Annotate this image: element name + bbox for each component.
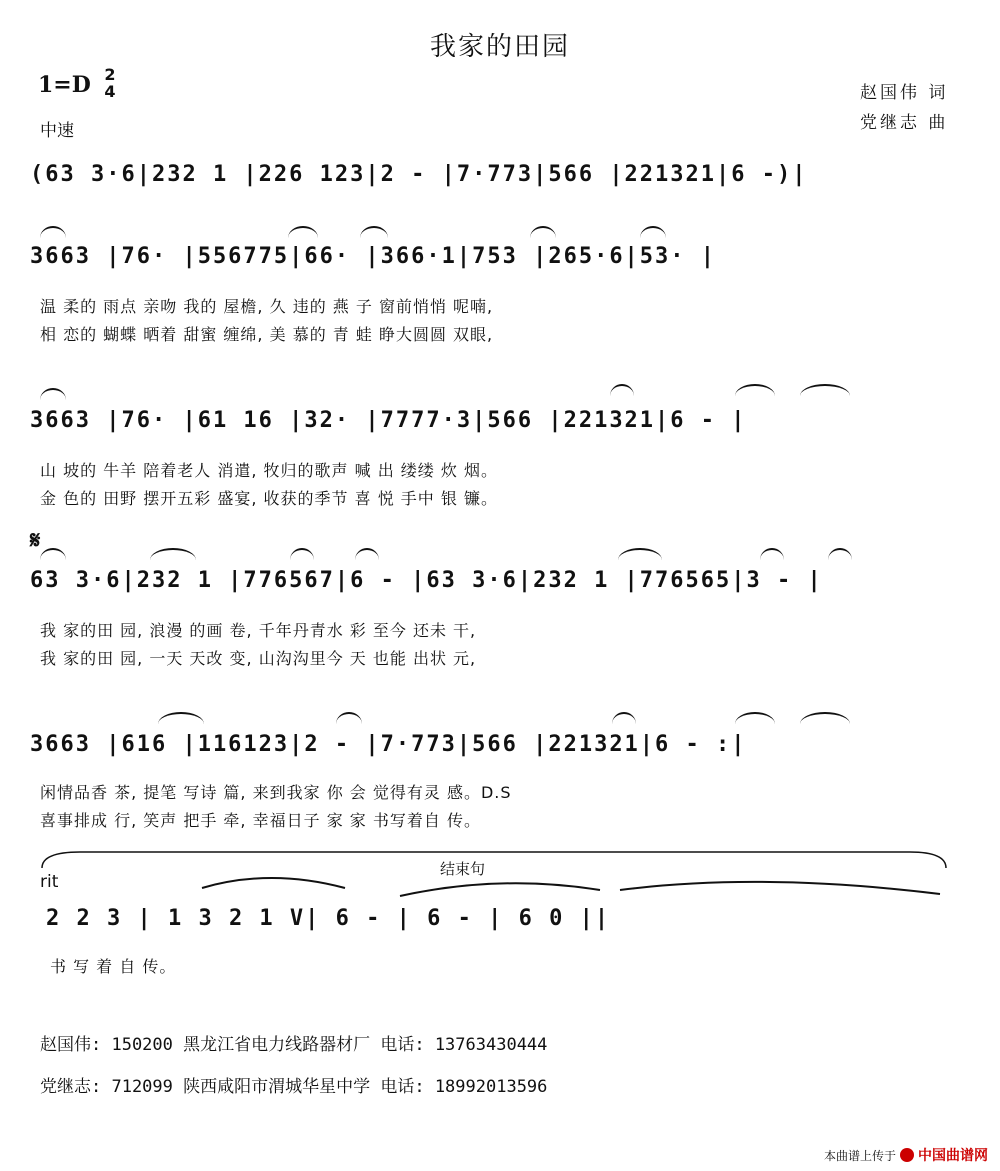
slur bbox=[355, 548, 379, 560]
lyrics-4-verse-1: 我 家的田 园, 浪漫 的画 卷, 千年丹青水 彩 至今 还未 干, bbox=[40, 621, 477, 640]
slur bbox=[612, 712, 636, 724]
ending-label: 结束句 bbox=[440, 860, 486, 878]
slur bbox=[40, 388, 66, 400]
site-brand[interactable]: 中国曲谱网 bbox=[918, 1148, 988, 1164]
score-line-5: 3663 |616 |116123|2 - |7·773|566 |221321|6 - :| bbox=[30, 732, 747, 757]
score-line-2: 3663 |76· |556775|66· |366·1|753 |265·6|53· | bbox=[30, 244, 717, 269]
slur bbox=[760, 548, 784, 560]
slur bbox=[290, 548, 314, 560]
lyrics-2-verse-1: 温 柔的 雨点 亲吻 我的 屋檐, 久 违的 燕 子 窗前悄悄 呢喃, bbox=[40, 297, 494, 316]
score-line-3: 3663 |76· |61 16 |32· |7777·3|566 |221321|6 - | bbox=[30, 408, 747, 433]
page-title: 我家的田园 bbox=[429, 32, 570, 62]
time-sig-bottom: 4 bbox=[104, 82, 116, 101]
lyricist-credit: 赵国伟 词 bbox=[860, 83, 949, 103]
time-sig-top: 2 bbox=[104, 65, 116, 84]
ending-ties bbox=[200, 868, 950, 898]
score-line-ending: 2 2 3 | 1 3 2 1 V| 6 - | 6 - | 6 0 || bbox=[46, 906, 611, 931]
slur bbox=[40, 226, 66, 238]
slur bbox=[800, 384, 850, 396]
lyrics-ending: 书 写 着 自 传。 bbox=[50, 957, 177, 976]
lyrics-4-verse-2: 我 家的田 园, 一天 天改 变, 山沟沟里今 天 也能 出状 元, bbox=[40, 649, 477, 668]
slur bbox=[800, 712, 850, 724]
slur bbox=[640, 226, 666, 238]
composer-credit: 党继志 曲 bbox=[860, 113, 949, 133]
lyrics-5-verse-2: 喜事排成 行, 笑声 把手 牵, 幸福日子 家 家 书写着自 传。 bbox=[40, 811, 481, 830]
slur bbox=[735, 712, 775, 724]
slur bbox=[336, 712, 362, 724]
site-logo-icon bbox=[900, 1148, 914, 1162]
upload-footer bbox=[824, 1145, 988, 1165]
lyrics-5-verse-1: 闲情品香 茶, 提笔 写诗 篇, 来到我家 你 会 觉得有灵 感。D.S bbox=[40, 783, 512, 802]
slur bbox=[360, 226, 388, 238]
slur bbox=[288, 226, 318, 238]
lyrics-3-verse-2: 金 色的 田野 摆开五彩 盛宴, 收获的季节 喜 悦 手中 银 镰。 bbox=[40, 489, 498, 508]
slur bbox=[158, 712, 204, 724]
slur bbox=[530, 226, 556, 238]
slur bbox=[150, 548, 196, 560]
time-signature bbox=[102, 66, 118, 100]
slur bbox=[735, 384, 775, 396]
contact-composer: 党继志: 712099 陕西咸阳市渭城华星中学 电话: 18992013596 bbox=[40, 1077, 548, 1097]
lyrics-3-verse-1: 山 坡的 牛羊 陪着老人 消遣, 牧归的歌声 喊 出 缕缕 炊 烟。 bbox=[40, 461, 498, 480]
lyrics-2-verse-2: 相 恋的 蝴蝶 晒着 甜蜜 缠绵, 美 慕的 青 蛙 睁大圆圆 双眼, bbox=[40, 325, 494, 344]
contact-lyricist: 赵国伟: 150200 黑龙江省电力线路器材厂 电话: 13763430444 bbox=[40, 1035, 548, 1055]
footer-text: 本曲谱上传于 bbox=[823, 1148, 896, 1163]
segno-sign: 𝄋 bbox=[30, 526, 41, 554]
key-signature: 1=D bbox=[38, 72, 91, 98]
score-line-1: (63 3·6|232 1 |226 123|2 - |7·773|566 |221321|6 -)| bbox=[30, 162, 808, 187]
slur bbox=[618, 548, 662, 560]
score-line-4: 63 3·6|232 1 |776567|6 - |63 3·6|232 1 |776565|3 - | bbox=[30, 568, 823, 593]
tempo-marking: 中速 bbox=[40, 121, 74, 141]
slur bbox=[40, 548, 66, 560]
ending-bracket bbox=[40, 850, 950, 870]
ritardando-marking: rit bbox=[40, 872, 59, 892]
slur bbox=[610, 384, 634, 396]
slur bbox=[828, 548, 852, 560]
